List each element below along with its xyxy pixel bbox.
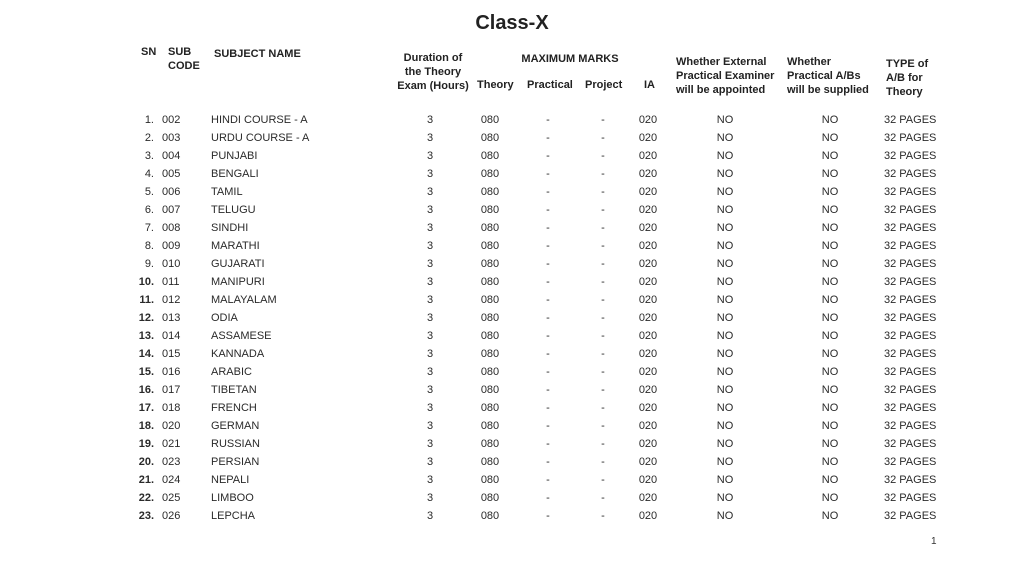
cell-subject-name: ASSAMESE — [211, 330, 272, 342]
cell-external-examiner: NO — [716, 420, 734, 432]
cell-sn: 2. — [144, 132, 154, 144]
cell-project-marks: - — [601, 402, 605, 414]
cell-subject-name: NEPALI — [211, 474, 250, 486]
cell-theory-marks: 080 — [480, 366, 500, 378]
table-row — [0, 255, 1024, 273]
cell-sub-code: 021 — [162, 438, 181, 450]
cell-sub-code: 025 — [162, 492, 181, 504]
cell-sn: 18. — [138, 420, 154, 432]
cell-ab-supplied: NO — [821, 456, 839, 468]
cell-sub-code: 008 — [162, 222, 181, 234]
header-sub-code: SUB CODE — [168, 46, 200, 72]
cell-duration: 3 — [426, 276, 434, 288]
cell-external-examiner: NO — [716, 456, 734, 468]
cell-ab-type: 32 PAGES — [884, 186, 937, 198]
cell-external-examiner: NO — [716, 384, 734, 396]
cell-external-examiner: NO — [716, 240, 734, 252]
cell-external-examiner: NO — [716, 168, 734, 180]
cell-project-marks: - — [601, 420, 605, 432]
cell-subject-name: HINDI COURSE - A — [211, 114, 308, 126]
cell-ab-type: 32 PAGES — [884, 384, 937, 396]
cell-ab-supplied: NO — [821, 204, 839, 216]
table-row — [0, 165, 1024, 183]
cell-sub-code: 006 — [162, 186, 181, 198]
cell-theory-marks: 080 — [480, 294, 500, 306]
cell-ab-type: 32 PAGES — [884, 366, 937, 378]
cell-practical-marks: - — [546, 114, 550, 126]
cell-project-marks: - — [601, 168, 605, 180]
cell-theory-marks: 080 — [480, 222, 500, 234]
cell-ab-supplied: NO — [821, 276, 839, 288]
cell-external-examiner: NO — [716, 222, 734, 234]
cell-sn: 16. — [138, 384, 154, 396]
cell-project-marks: - — [601, 348, 605, 360]
cell-subject-name: TELUGU — [211, 204, 256, 216]
cell-sn: 1. — [144, 114, 154, 126]
cell-external-examiner: NO — [716, 348, 734, 360]
cell-project-marks: - — [601, 366, 605, 378]
cell-sn: 14. — [138, 348, 154, 360]
table-row — [0, 435, 1024, 453]
cell-duration: 3 — [426, 186, 434, 198]
cell-sn: 13. — [138, 330, 154, 342]
cell-ab-type: 32 PAGES — [884, 420, 937, 432]
cell-external-examiner: NO — [716, 114, 734, 126]
cell-ab-supplied: NO — [821, 168, 839, 180]
cell-project-marks: - — [601, 150, 605, 162]
cell-theory-marks: 080 — [480, 420, 500, 432]
cell-ab-type: 32 PAGES — [884, 204, 937, 216]
cell-sub-code: 020 — [162, 420, 181, 432]
cell-duration: 3 — [426, 366, 434, 378]
cell-ab-supplied: NO — [821, 294, 839, 306]
cell-ia-marks: 020 — [638, 366, 658, 378]
cell-duration: 3 — [426, 114, 434, 126]
cell-ia-marks: 020 — [638, 168, 658, 180]
cell-ia-marks: 020 — [638, 312, 658, 324]
cell-project-marks: - — [601, 330, 605, 342]
cell-sub-code: 026 — [162, 510, 181, 522]
cell-sn: 9. — [144, 258, 154, 270]
cell-sub-code: 023 — [162, 456, 181, 468]
cell-subject-name: FRENCH — [211, 402, 257, 414]
cell-subject-name: ODIA — [211, 312, 238, 324]
header-subject-name: SUBJECT NAME — [214, 48, 301, 60]
cell-subject-name: KANNADA — [211, 348, 265, 360]
header-external-examiner: Whether External Practical Examiner will be appointed — [676, 56, 775, 96]
cell-theory-marks: 080 — [480, 312, 500, 324]
cell-practical-marks: - — [546, 186, 550, 198]
table-row — [0, 111, 1024, 129]
cell-ab-type: 32 PAGES — [884, 312, 937, 324]
cell-sub-code: 017 — [162, 384, 181, 396]
cell-ia-marks: 020 — [638, 348, 658, 360]
cell-ab-supplied: NO — [821, 132, 839, 144]
cell-theory-marks: 080 — [480, 168, 500, 180]
cell-theory-marks: 080 — [480, 510, 500, 522]
cell-practical-marks: - — [546, 366, 550, 378]
cell-ab-type: 32 PAGES — [884, 132, 937, 144]
cell-external-examiner: NO — [716, 294, 734, 306]
cell-ab-type: 32 PAGES — [884, 150, 937, 162]
table-row — [0, 309, 1024, 327]
cell-project-marks: - — [601, 438, 605, 450]
cell-ia-marks: 020 — [638, 222, 658, 234]
cell-external-examiner: NO — [716, 276, 734, 288]
cell-duration: 3 — [426, 402, 434, 414]
cell-theory-marks: 080 — [480, 402, 500, 414]
cell-ia-marks: 020 — [638, 330, 658, 342]
table-row — [0, 453, 1024, 471]
header-sn: SN — [141, 46, 157, 58]
cell-ab-supplied: NO — [821, 330, 839, 342]
cell-practical-marks: - — [546, 258, 550, 270]
cell-ia-marks: 020 — [638, 402, 658, 414]
cell-theory-marks: 080 — [480, 114, 500, 126]
cell-ia-marks: 020 — [638, 114, 658, 126]
cell-sn: 19. — [138, 438, 154, 450]
cell-practical-marks: - — [546, 276, 550, 288]
cell-ab-supplied: NO — [821, 510, 839, 522]
cell-sn: 17. — [138, 402, 154, 414]
cell-project-marks: - — [601, 276, 605, 288]
cell-ab-type: 32 PAGES — [884, 456, 937, 468]
cell-practical-marks: - — [546, 222, 550, 234]
table-row — [0, 183, 1024, 201]
cell-external-examiner: NO — [716, 258, 734, 270]
header-maximum-marks: MAXIMUM MARKS — [521, 53, 619, 65]
cell-ab-supplied: NO — [821, 258, 839, 270]
cell-sub-code: 012 — [162, 294, 181, 306]
cell-practical-marks: - — [546, 168, 550, 180]
cell-project-marks: - — [601, 474, 605, 486]
table-row — [0, 201, 1024, 219]
cell-project-marks: - — [601, 510, 605, 522]
cell-ab-type: 32 PAGES — [884, 330, 937, 342]
header-ab-supplied: Whether Practical A/Bs will be supplied — [787, 56, 869, 96]
cell-sn: 12. — [138, 312, 154, 324]
cell-duration: 3 — [426, 474, 434, 486]
cell-ab-type: 32 PAGES — [884, 240, 937, 252]
cell-project-marks: - — [601, 312, 605, 324]
table-row — [0, 507, 1024, 525]
table-row — [0, 345, 1024, 363]
table-row — [0, 219, 1024, 237]
table-row — [0, 489, 1024, 507]
cell-ia-marks: 020 — [638, 456, 658, 468]
header-project: Project — [585, 79, 623, 91]
cell-ia-marks: 020 — [638, 240, 658, 252]
cell-external-examiner: NO — [716, 438, 734, 450]
table-row — [0, 291, 1024, 309]
cell-subject-name: MANIPURI — [211, 276, 265, 288]
cell-practical-marks: - — [546, 510, 550, 522]
cell-ab-type: 32 PAGES — [884, 114, 937, 126]
cell-ia-marks: 020 — [638, 150, 658, 162]
cell-subject-name: URDU COURSE - A — [211, 132, 310, 144]
cell-sn: 3. — [144, 150, 154, 162]
cell-external-examiner: NO — [716, 492, 734, 504]
cell-duration: 3 — [426, 510, 434, 522]
cell-duration: 3 — [426, 438, 434, 450]
cell-ab-type: 32 PAGES — [884, 492, 937, 504]
cell-subject-name: MALAYALAM — [211, 294, 277, 306]
table-row — [0, 381, 1024, 399]
cell-theory-marks: 080 — [480, 330, 500, 342]
cell-duration: 3 — [426, 294, 434, 306]
cell-subject-name: MARATHI — [211, 240, 260, 252]
cell-ab-supplied: NO — [821, 312, 839, 324]
cell-subject-name: LIMBOO — [211, 492, 254, 504]
cell-practical-marks: - — [546, 294, 550, 306]
cell-ia-marks: 020 — [638, 276, 658, 288]
cell-sub-code: 010 — [162, 258, 181, 270]
cell-practical-marks: - — [546, 348, 550, 360]
table-row — [0, 273, 1024, 291]
cell-duration: 3 — [426, 492, 434, 504]
cell-external-examiner: NO — [716, 366, 734, 378]
cell-duration: 3 — [426, 222, 434, 234]
cell-practical-marks: - — [546, 492, 550, 504]
cell-theory-marks: 080 — [480, 186, 500, 198]
page-number: 1 — [931, 536, 937, 547]
cell-project-marks: - — [601, 204, 605, 216]
cell-sub-code: 018 — [162, 402, 181, 414]
cell-external-examiner: NO — [716, 312, 734, 324]
cell-ia-marks: 020 — [638, 384, 658, 396]
cell-theory-marks: 080 — [480, 456, 500, 468]
table-row — [0, 129, 1024, 147]
header-practical: Practical — [527, 79, 573, 91]
table-row — [0, 147, 1024, 165]
table-row — [0, 327, 1024, 345]
table-row — [0, 417, 1024, 435]
cell-duration: 3 — [426, 240, 434, 252]
cell-project-marks: - — [601, 222, 605, 234]
cell-sub-code: 004 — [162, 150, 181, 162]
cell-subject-name: BENGALI — [211, 168, 259, 180]
cell-duration: 3 — [426, 312, 434, 324]
cell-ab-supplied: NO — [821, 402, 839, 414]
cell-ia-marks: 020 — [638, 438, 658, 450]
cell-practical-marks: - — [546, 438, 550, 450]
cell-subject-name: GERMAN — [211, 420, 260, 432]
cell-practical-marks: - — [546, 240, 550, 252]
table-row — [0, 237, 1024, 255]
cell-project-marks: - — [601, 258, 605, 270]
cell-practical-marks: - — [546, 132, 550, 144]
header-ia: IA — [644, 79, 655, 91]
cell-ab-supplied: NO — [821, 384, 839, 396]
cell-project-marks: - — [601, 114, 605, 126]
cell-ab-supplied: NO — [821, 474, 839, 486]
cell-duration: 3 — [426, 348, 434, 360]
cell-ia-marks: 020 — [638, 510, 658, 522]
cell-practical-marks: - — [546, 204, 550, 216]
cell-project-marks: - — [601, 384, 605, 396]
cell-practical-marks: - — [546, 330, 550, 342]
cell-sn: 20. — [138, 456, 154, 468]
cell-subject-name: RUSSIAN — [211, 438, 260, 450]
cell-duration: 3 — [426, 456, 434, 468]
cell-ab-type: 32 PAGES — [884, 294, 937, 306]
cell-sn: 5. — [144, 186, 154, 198]
cell-ab-type: 32 PAGES — [884, 402, 937, 414]
cell-theory-marks: 080 — [480, 492, 500, 504]
cell-external-examiner: NO — [716, 204, 734, 216]
cell-subject-name: TAMIL — [211, 186, 243, 198]
cell-ab-supplied: NO — [821, 222, 839, 234]
cell-ia-marks: 020 — [638, 420, 658, 432]
cell-ia-marks: 020 — [638, 186, 658, 198]
table-row — [0, 399, 1024, 417]
cell-sn: 11. — [139, 294, 154, 306]
cell-theory-marks: 080 — [480, 474, 500, 486]
cell-ab-supplied: NO — [821, 240, 839, 252]
cell-external-examiner: NO — [716, 510, 734, 522]
cell-practical-marks: - — [546, 402, 550, 414]
cell-theory-marks: 080 — [480, 150, 500, 162]
cell-ab-type: 32 PAGES — [884, 474, 937, 486]
cell-duration: 3 — [426, 150, 434, 162]
cell-theory-marks: 080 — [480, 132, 500, 144]
cell-sn: 10. — [138, 276, 154, 288]
cell-subject-name: ARABIC — [211, 366, 252, 378]
cell-sub-code: 007 — [162, 204, 181, 216]
cell-ab-type: 32 PAGES — [884, 168, 937, 180]
subject-table — [0, 111, 1024, 525]
cell-sn: 7. — [144, 222, 154, 234]
table-row — [0, 363, 1024, 381]
cell-subject-name: GUJARATI — [211, 258, 265, 270]
cell-practical-marks: - — [546, 384, 550, 396]
cell-project-marks: - — [601, 186, 605, 198]
cell-subject-name: SINDHI — [211, 222, 249, 234]
cell-practical-marks: - — [546, 420, 550, 432]
cell-duration: 3 — [426, 132, 434, 144]
cell-theory-marks: 080 — [480, 348, 500, 360]
cell-ab-type: 32 PAGES — [884, 222, 937, 234]
cell-sub-code: 013 — [162, 312, 181, 324]
cell-ia-marks: 020 — [638, 258, 658, 270]
cell-sub-code: 024 — [162, 474, 181, 486]
cell-sn: 23. — [138, 510, 154, 522]
cell-subject-name: PERSIAN — [211, 456, 260, 468]
cell-sub-code: 015 — [162, 348, 181, 360]
cell-project-marks: - — [601, 294, 605, 306]
cell-external-examiner: NO — [716, 186, 734, 198]
cell-duration: 3 — [426, 204, 434, 216]
cell-ab-supplied: NO — [821, 492, 839, 504]
header-ab-type: TYPE of A/B for Theory — [886, 58, 929, 98]
cell-sn: 6. — [144, 204, 154, 216]
cell-sn: 15. — [138, 366, 154, 378]
cell-sub-code: 005 — [162, 168, 181, 180]
cell-ia-marks: 020 — [638, 294, 658, 306]
cell-theory-marks: 080 — [480, 240, 500, 252]
cell-project-marks: - — [601, 132, 605, 144]
cell-external-examiner: NO — [716, 150, 734, 162]
cell-ia-marks: 020 — [638, 474, 658, 486]
cell-ab-supplied: NO — [821, 420, 839, 432]
cell-external-examiner: NO — [716, 402, 734, 414]
cell-sn: 8. — [144, 240, 154, 252]
header-theory: Theory — [477, 79, 514, 91]
cell-duration: 3 — [426, 330, 434, 342]
cell-subject-name: PUNJABI — [211, 150, 258, 162]
cell-duration: 3 — [426, 258, 434, 270]
cell-external-examiner: NO — [716, 474, 734, 486]
cell-ab-type: 32 PAGES — [884, 510, 937, 522]
cell-ab-type: 32 PAGES — [884, 258, 937, 270]
cell-ab-type: 32 PAGES — [884, 276, 937, 288]
cell-duration: 3 — [426, 420, 434, 432]
cell-ab-type: 32 PAGES — [884, 348, 937, 360]
cell-ab-supplied: NO — [821, 186, 839, 198]
cell-project-marks: - — [601, 240, 605, 252]
cell-subject-name: TIBETAN — [211, 384, 257, 396]
cell-subject-name: LEPCHA — [211, 510, 256, 522]
cell-ia-marks: 020 — [638, 492, 658, 504]
cell-ab-supplied: NO — [821, 366, 839, 378]
cell-ab-supplied: NO — [821, 150, 839, 162]
cell-theory-marks: 080 — [480, 204, 500, 216]
cell-sub-code: 014 — [162, 330, 181, 342]
header-duration: Duration of the Theory Exam (Hours) — [397, 52, 469, 92]
cell-practical-marks: - — [546, 312, 550, 324]
cell-theory-marks: 080 — [480, 384, 500, 396]
cell-sub-code: 016 — [162, 366, 181, 378]
cell-sn: 21. — [138, 474, 154, 486]
cell-sub-code: 009 — [162, 240, 181, 252]
page-title: Class-X — [475, 12, 549, 34]
cell-ab-supplied: NO — [821, 438, 839, 450]
cell-ab-supplied: NO — [821, 348, 839, 360]
cell-theory-marks: 080 — [480, 276, 500, 288]
cell-ab-supplied: NO — [821, 114, 839, 126]
cell-external-examiner: NO — [716, 330, 734, 342]
cell-external-examiner: NO — [716, 132, 734, 144]
cell-sn: 22. — [138, 492, 154, 504]
cell-project-marks: - — [601, 492, 605, 504]
cell-theory-marks: 080 — [480, 258, 500, 270]
cell-sub-code: 002 — [162, 114, 181, 126]
cell-duration: 3 — [426, 384, 434, 396]
cell-project-marks: - — [601, 456, 605, 468]
cell-ia-marks: 020 — [638, 204, 658, 216]
cell-sn: 4. — [144, 168, 154, 180]
cell-theory-marks: 080 — [480, 438, 500, 450]
cell-sub-code: 011 — [162, 276, 180, 288]
cell-sub-code: 003 — [162, 132, 181, 144]
table-row — [0, 471, 1024, 489]
cell-ia-marks: 020 — [638, 132, 658, 144]
cell-ab-type: 32 PAGES — [884, 438, 937, 450]
cell-practical-marks: - — [546, 456, 550, 468]
cell-practical-marks: - — [546, 474, 550, 486]
cell-duration: 3 — [426, 168, 434, 180]
cell-practical-marks: - — [546, 150, 550, 162]
